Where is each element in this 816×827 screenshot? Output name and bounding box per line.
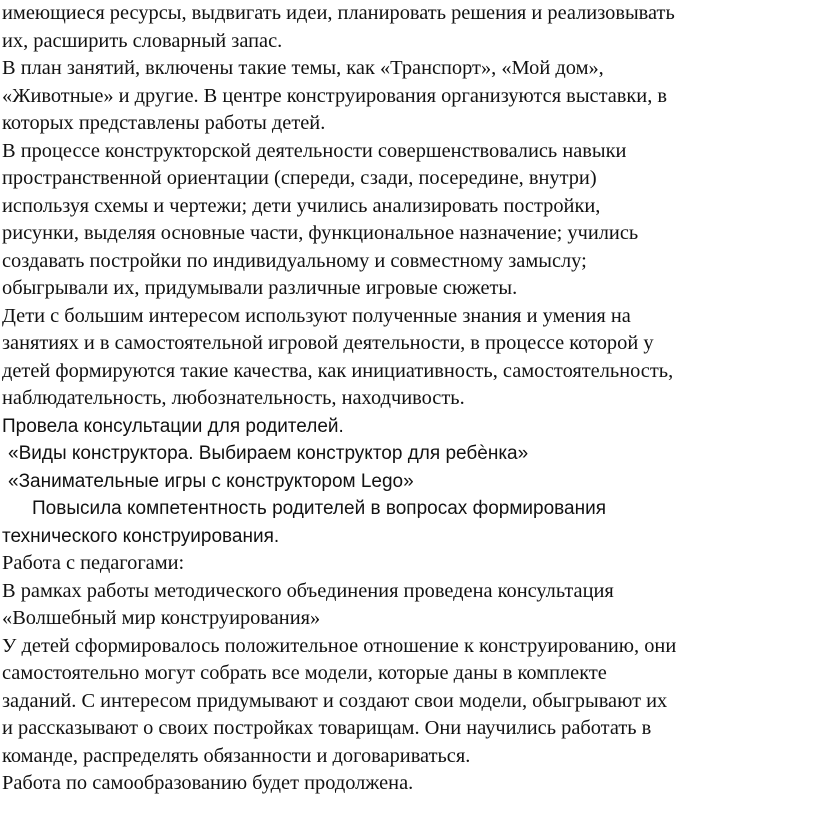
text-line: команде, распределять обязанности и договариваться. [2,744,471,767]
text-line: «Занимательные игры с конструктором Lego» [8,470,414,492]
text-line: имеющиеся ресурсы, выдвигать идеи, планировать решения и реализовывать [2,2,675,24]
text-line: «Волшебный мир конструирования» [2,607,321,629]
text-line: самостоятельно могут собрать все модели, которые даны в комплекте [2,662,607,684]
text-line: рисунки, выделяя основные части, функциональное назначение; учились [2,222,639,244]
text-line: и рассказывают о своих постройках товарищам. Они научились работать в [2,717,652,739]
text-line: В процессе конструкторской деятельности совершенствовались навыки [2,139,627,162]
text-line: обыгрывали их, придумывали различные игровые сюжеты. [2,277,518,299]
text-line: Повысила компетентность родителей в вопросах формирования [32,498,606,519]
text-line: создавать постройки по индивидуальному и совместному замыслу; [2,249,587,272]
text-line: которых представлены работы детей. [2,112,326,134]
text-line: Дети с большим интересом используют полученные знания и умения на [2,304,631,327]
text-line: технического конструирования. [2,525,280,547]
text-line: наблюдательность, любознательность, находчивость. [2,387,465,409]
text-line: Работа с педагогами: [2,552,185,574]
text-line: У детей сформировалось положительное отношение к конструированию, они [2,634,677,657]
text-line: В рамках работы методического объединения проведена консультация [2,579,614,602]
text-line: В план занятий, включены такие темы, как «Транспорт», «Мой дом», [2,57,604,79]
text-line: детей формируются такие качества, как инициативность, самостоятельность, [2,359,674,382]
text-line: заданий. С интересом придумывают и создают свои модели, обыгрывают их [2,689,668,712]
text-line: Работа по самообразованию будет продолжена. [2,772,414,794]
text-line: «Виды конструктора. Выбираем конструктор для ребѐнка» [8,443,529,464]
text-line: занятиях и в самостоятельной игровой деятельности, в процессе которой у [2,332,654,354]
text-line: используя схемы и чертежи; дети учились анализировать постройки, [2,194,601,217]
text-line: пространственной ориентации (спереди, сзади, посередине, внутри) [2,167,597,189]
document-page [2,0,814,798]
text-line: Провела консультации для родителей. [2,415,344,437]
text-line: «Животные» и другие. В центре конструирования организуются выставки, в [2,84,668,107]
text-line: их, расширить словарный запас. [2,29,283,52]
